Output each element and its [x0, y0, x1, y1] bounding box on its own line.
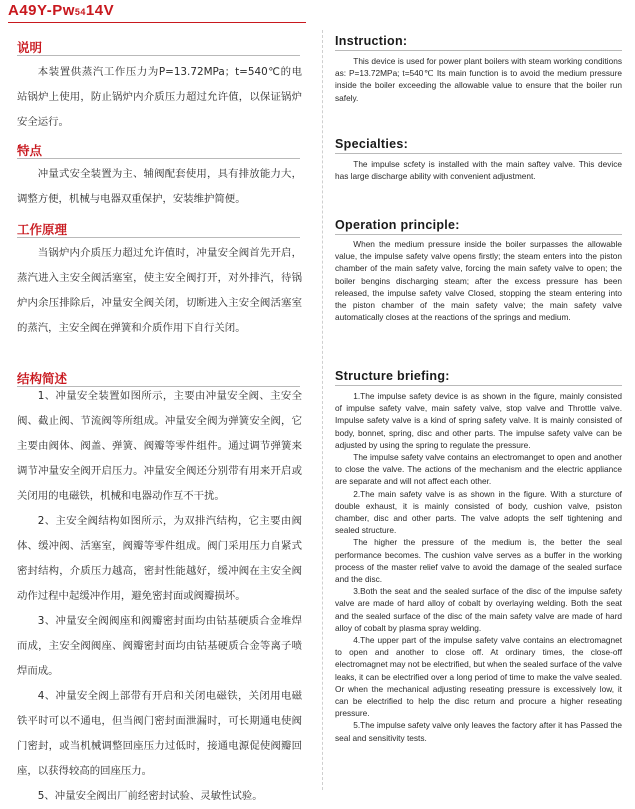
cn-features-paragraph: 冲量式安全装置为主、辅阀配套使用，具有排放能力大，调整方便，机械与电器双重保护，安装维护简便。: [17, 168, 302, 205]
cn-structure-paragraph: 1、冲量安全装置如图所示，主要由冲量安全阀、主安全阀、截止阀、节流阀等所组成。冲量安全阀为弹簧安全阀，它主要由阀体、阀盖、弹簧、阀瓣等零件组件。通过调节弹簧来调节冲量安全阀开启压力。冲量安全阀还分别带有用来开启或关闭用的电磁铁，机械和电器动作互不干扰。: [17, 390, 302, 502]
model-title-end: 14V: [85, 2, 115, 19]
cn-principle-text: [17, 241, 302, 341]
en-structure-paragraph: 3.Both the seat and the sealed surface of the disc of the impulse safety valve are made of hard alloy of cobalt by overlaying welding. Both the seat and the sealed surface of the disc of the main safety valve are made of hard alloy of cobalt by plasma spray welding.: [335, 586, 622, 633]
cn-heading-structure: 结构简述: [17, 371, 68, 386]
cn-heading-description: 说明: [17, 40, 43, 55]
en-operation-paragraph: When the medium pressure inside the boiler surpasses the allowable value, the impulse safety valve opens firstly; the steam enters into the piston chamber of the main safety valve, forcing the main safety valve to open; the boiler bengins discharging steam; after the excess pressure has been released, the impulse safety valve Closed, stopping the steam entering into the piston chamber of the main safety valve; the main safety valve automatically closes at the reactions of the springs and medium.: [335, 239, 622, 323]
column-divider: [322, 30, 323, 790]
en-instruction-paragraph: This device is used for power plant boilers with steam working conditions as: P=13.72MPa; t=540℃ Its main function is to avoid the medium pressure inside the boiler exceeding the allowable value to ensure that the boiler run safely.: [335, 56, 622, 103]
cn-heading-rule: [17, 55, 300, 56]
title-underline: [8, 22, 306, 23]
cn-principle-paragraph: 当锅炉内介质压力超过允许值时，冲量安全阀首先开启，蒸汽进入主安全阀活塞室，使主安全阀打开，对外排汽，待锅炉内余压排除后，冲量安全阀关闭，切断进入主安全阀活塞室的蒸汽，主安全阀在弹簧和介质作用下自行关闭。: [17, 247, 302, 334]
cn-structure-paragraph: 2、主安全阀结构如图所示，为双排汽结构，它主要由阀体、缓冲阀、活塞室，阀瓣等零件组成。阀门采用压力自紧式密封结构，介质压力越高，密封性能越好，缓冲阀在主安全阀动作过程中起缓冲作用，避免密封面或阀瓣损坏。: [17, 515, 302, 602]
en-heading-structure: Structure briefing:: [335, 369, 450, 383]
cn-structure-paragraph: 5、冲量安全阀出厂前经密封试验、灵敏性试验。: [37, 790, 263, 802]
cn-heading-principle: 工作原理: [17, 222, 68, 237]
en-specialties-text: [335, 158, 622, 182]
en-structure-paragraph: The higher the pressure of the medium is, the better the seal performance becomes. The cushion valve serves as a buffer in the working process of the master relief valve to avoid the damage of the sealed surface and the disc.: [335, 537, 622, 585]
en-instruction-text: [335, 55, 622, 104]
en-heading-instruction: Instruction:: [335, 34, 408, 48]
en-heading-rule: [335, 50, 622, 51]
cn-description-text: [17, 60, 302, 135]
cn-structure-text: [17, 384, 302, 809]
cn-heading-rule: [17, 237, 300, 238]
en-structure-paragraph: 5.The impulse safety valve only leaves the factory after it has Passed the seal and sensitivity tests.: [335, 720, 622, 743]
en-structure-paragraph: 4.The upper part of the impulse safety valve contains an electromagnet to open and another to close off. At ordinary times, the close-off electromagnet may not be electrified, but when the sealed surface of the valve leaks, it can be electrified over a long period of time to make the valve sealed. Or when the mechanical adjusting reseating pressure is excessively low, it can be electrified to help the disc return and procure a higher reseating pressure.: [335, 635, 622, 719]
cn-structure-paragraph: 3、冲量安全阀阀座和阀瓣密封面均由钴基硬质合金堆焊而成，主安全阀阀座、阀瓣密封面均由钴基硬质合金等离子喷焊而成。: [17, 615, 302, 677]
en-heading-rule: [335, 153, 622, 154]
en-heading-rule: [335, 234, 622, 235]
model-title-subscript: 54: [74, 7, 86, 17]
en-structure-paragraph: 2.The main safety valve is as shown in the figure. With a sturcture of double exhaust, it is mainly consisted of body, cushion valve, psiston chamber, disc and other parts. The valve adopts the self tightening and sealed structure.: [335, 488, 622, 536]
en-structure-paragraph: 1.The impulse safety device is as shown in the figure, mainly consisted of impulse safety valve, main safety valve, stop valve and Throttle valve. Impulse safety valve is a kind of spring safety valve. It is mainly consisted of body, bonnet, spring, disc and other parts. The impulse safety valve can be adjusted by using the spring to regulate the pressure.: [335, 391, 622, 450]
model-title: [8, 2, 114, 19]
model-title-main: A49Y-Pw: [8, 2, 75, 19]
en-structure-paragraph: The impulse safety valve contains an electromanget to open and another to close the valve. The actions of the mechanism and the electric appliance are separate and will not affect each other.: [335, 452, 622, 487]
en-heading-specialties: Specialties:: [335, 137, 409, 151]
cn-description-paragraph: 本装置供蒸汽工作压力为P=13.72MPa；t=540℃的电站锅炉上使用，防止锅炉内介质压力超过允许值，以保证锅炉安全运行。: [17, 66, 302, 128]
en-specialties-paragraph: The impulse scfety is installed with the main saftey valve. This device has large discharge ability with convenient adjustment.: [335, 159, 622, 182]
cn-structure-paragraph: 4、冲量安全阀上部带有开启和关闭电磁铁，关闭用电磁铁平时可以不通电，但当阀门密封面泄漏时，可长期通电使阀门密封，或当机械调整回座压力过低时，接通电源促使阀瓣回座，以获得较高的回座压力。: [17, 690, 302, 777]
cn-heading-rule: [17, 158, 300, 159]
en-heading-operation: Operation principle:: [335, 218, 460, 232]
cn-features-text: [17, 162, 302, 212]
en-operation-text: [335, 238, 622, 323]
en-heading-rule: [335, 385, 622, 386]
cn-heading-features: 特点: [17, 143, 43, 158]
en-structure-text: [335, 390, 622, 744]
